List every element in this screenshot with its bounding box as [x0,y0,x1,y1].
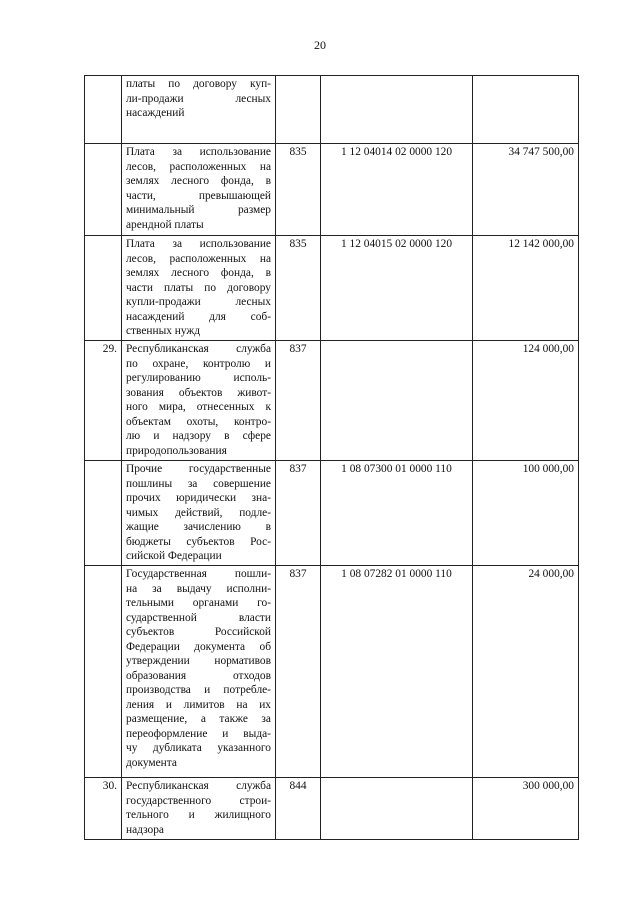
payment-name-line: Республиканская служба [126,343,271,355]
payment-name-line: утверждении нормативов [126,655,271,667]
table-row [85,341,579,461]
payment-name-line: землях лесного фонда, в [126,267,271,279]
page-number: 20 [314,38,326,52]
payment-name-line: государственного строи- [126,794,271,807]
payment-name-cell [122,144,276,236]
row-number-cell: 30. [85,778,122,840]
payment-name-line: части, превышающей [126,189,271,202]
row-number-cell: 29. [85,341,122,461]
payment-name-line: Плата за использование [126,146,271,158]
budget-classification-code-cell: 1 12 04015 02 0000 120 [321,236,473,341]
payment-name-line: лю и надзору в сфере [126,430,271,442]
amount-cell: 34 747 500,00 [473,144,579,236]
amount-cell: 100 000,00 [473,461,579,566]
payment-name-line: на за выдачу исполни- [126,582,271,595]
payment-name-cell [122,566,276,778]
payment-name-line: тельного и жилищного [126,809,271,821]
payment-name-line: надзора [126,823,164,836]
payment-name-line: документа [126,756,177,769]
payment-name-line: минимальный размер [126,204,271,216]
amount-cell [473,76,579,144]
payment-name-line: арендной платы [126,218,204,231]
payment-name-line: регулированию исполь- [126,372,271,384]
amount-cell: 124 000,00 [473,341,579,461]
payment-name-line: природопользования [126,444,227,457]
payment-name-line: бюджеты субъектов Рос- [126,535,271,548]
admin-code-cell: 837 [276,461,321,566]
payment-name-line: ного мира, отнесенных к [126,401,271,413]
payment-name-line: чу дубликата указанного [126,742,271,754]
amount-cell: 300 000,00 [473,778,579,840]
amount-cell: 24 000,00 [473,566,579,778]
payment-name-line: субъектов Российской [126,626,271,638]
payment-name-line: ления и лимитов на их [126,698,271,711]
table-row [85,76,579,144]
admin-code-cell [276,76,321,144]
table-row [85,461,579,566]
payment-name-line: образования отходов [126,669,271,682]
row-number-cell [85,566,122,778]
payment-name-line: насаждений для соб- [126,310,271,323]
payment-name-cell [122,341,276,461]
budget-classification-code-cell [321,341,473,461]
row-number-cell [85,461,122,566]
admin-code-cell: 835 [276,144,321,236]
payment-name-line: лесов, расположенных на [126,160,271,173]
payment-name-line: переоформление и выда- [126,727,271,740]
budget-classification-code-cell: 1 08 07300 01 0000 110 [321,461,473,566]
payment-name-line: сийской Федерации [126,550,222,562]
payment-name-line: жащие зачислению в [126,521,271,533]
payment-name-cell [122,778,276,840]
row-number-cell [85,144,122,236]
payment-name-line: Плата за использование [126,238,271,250]
table-body [85,76,579,840]
admin-code-cell: 835 [276,236,321,341]
budget-classification-code-cell: 1 12 04014 02 0000 120 [321,144,473,236]
payment-name-line: Федерации документа об [126,640,271,653]
payment-name-line: тельными органами го- [126,597,271,609]
payment-name-line: ли-продажи лесных [126,92,271,105]
payment-name-line: ственных нужд [126,325,201,337]
table-row [85,566,579,778]
admin-code-cell: 837 [276,566,321,778]
budget-classification-code-cell [321,76,473,144]
table-row [85,144,579,236]
admin-code-cell: 837 [276,341,321,461]
payment-name-line: Прочие государственные [126,463,271,475]
amount-cell: 12 142 000,00 [473,236,579,341]
payment-name-line: Государственная пошли- [126,568,271,580]
payment-name-line: пошлины за совершение [126,477,271,490]
payment-name-line: землях лесного фонда, в [126,175,271,187]
payment-name-line: сударственной власти [126,611,271,624]
payment-name-line: размещение, а также за [126,713,271,725]
payment-name-cell [122,76,276,144]
row-number-cell [85,236,122,341]
budget-classification-code-cell: 1 08 07282 01 0000 110 [321,566,473,778]
table-row [85,236,579,341]
payment-name-cell [122,236,276,341]
payment-name-line: купли-продажи лесных [126,296,271,308]
payment-name-line: части платы по договору [126,281,271,294]
payment-name-line: чимых действий, подле- [126,506,271,519]
payment-name-cell [122,461,276,566]
payment-name-line: зования объектов живот- [126,386,271,399]
payment-name-line: насаждений [126,107,185,119]
budget-classification-code-cell [321,778,473,840]
payment-name-line: производства и потребле- [126,684,271,696]
payment-name-line: прочих юридически зна- [126,492,271,504]
payment-name-line: Республиканская служба [126,780,271,792]
row-number-cell [85,76,122,144]
admin-code-cell: 844 [276,778,321,840]
budget-table [84,75,579,840]
payment-name-line: лесов, расположенных на [126,252,271,265]
payment-name-line: объектам охоты, контро- [126,415,271,428]
payment-name-line: платы по договору куп- [126,78,271,90]
table-row [85,778,579,840]
payment-name-line: по охране, контролю и [126,357,271,370]
